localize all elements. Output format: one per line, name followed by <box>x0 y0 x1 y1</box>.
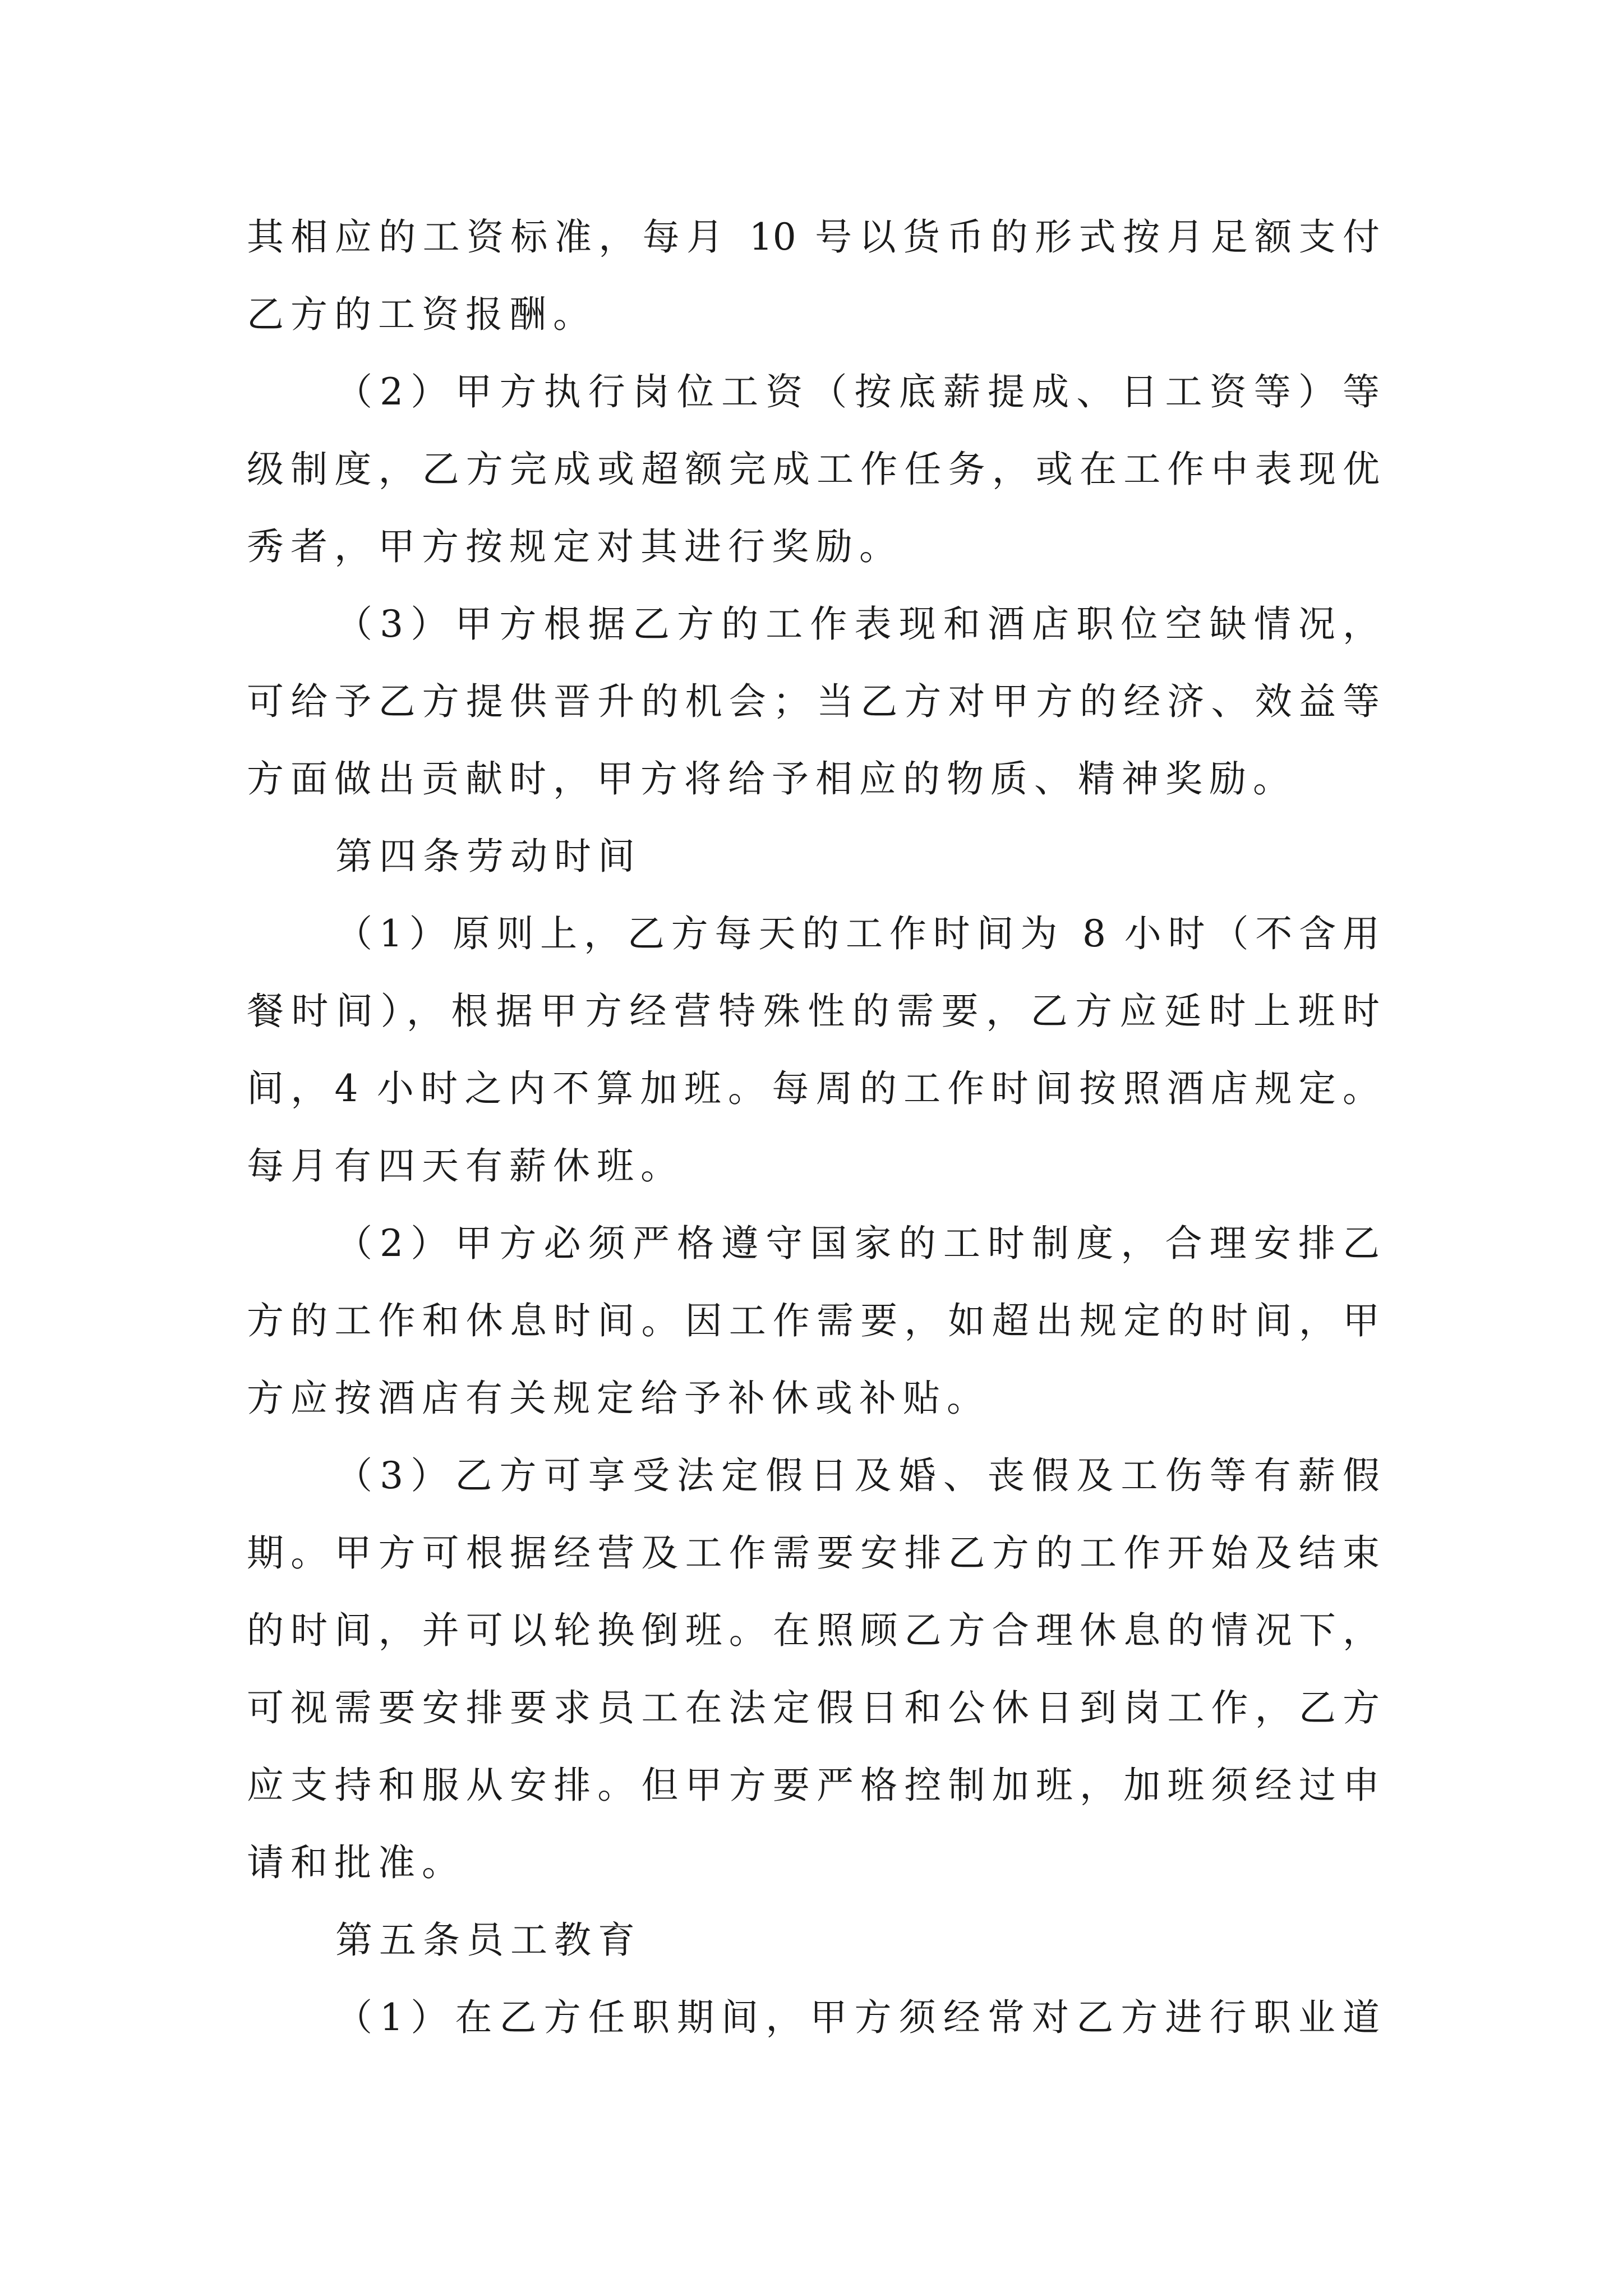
text-line: 餐时间），根据甲方经营特殊性的需要，乙方应延时上班时 <box>247 990 1380 1033</box>
text-line: 的时间，并可以轮换倒班。在照顾乙方合理休息的情况下， <box>247 1609 1380 1652</box>
text-line: 可给予乙方提供晋升的机会；当乙方对甲方的经济、效益等 <box>247 680 1380 723</box>
text-line: 可视需要安排要求员工在法定假日和公休日到岗工作，乙方 <box>247 1686 1380 1729</box>
text-line: 秀者，甲方按规定对其进行奖励。 <box>247 525 903 568</box>
text-line: （3）甲方根据乙方的工作表现和酒店职位空缺情况， <box>335 602 1380 646</box>
text-line: （2）甲方必须严格遵守国家的工时制度，合理安排乙 <box>335 1222 1380 1265</box>
text-line: 期。甲方可根据经营及工作需要安排乙方的工作开始及结束 <box>247 1531 1380 1575</box>
section-heading: 第五条员工教育 <box>335 1918 642 1962</box>
text-line: （1）原则上，乙方每天的工作时间为 8 小时（不含用 <box>335 912 1380 955</box>
text-line: 方的工作和休息时间。因工作需要，如超出规定的时间，甲 <box>247 1299 1380 1342</box>
text-line: 每月有四天有薪休班。 <box>247 1144 684 1188</box>
text-line: 其相应的工资标准，每月 10 号以货币的形式按月足额支付 <box>247 215 1380 259</box>
text-line: （1）在乙方任职期间，甲方须经常对乙方进行职业道 <box>335 1996 1380 2039</box>
section-heading: 第四条劳动时间 <box>335 835 642 878</box>
text-line: 间，4 小时之内不算加班。每周的工作时间按照酒店规定。 <box>247 1067 1380 1110</box>
text-line: （3）乙方可享受法定假日及婚、丧假及工伤等有薪假 <box>335 1454 1380 1497</box>
text-line: 应支持和服从安排。但甲方要严格控制加班，加班须经过申 <box>247 1764 1380 1807</box>
text-line: 级制度，乙方完成或超额完成工作任务，或在工作中表现优 <box>247 448 1380 491</box>
text-line: 乙方的工资报酬。 <box>247 293 597 336</box>
text-line: 请和批准。 <box>247 1841 465 1884</box>
text-line: （2）甲方执行岗位工资（按底薪提成、日工资等）等 <box>335 370 1380 413</box>
text-line: 方面做出贡献时，甲方将给予相应的物质、精神奖励。 <box>247 757 1297 800</box>
text-line: 方应按酒店有关规定给予补休或补贴。 <box>247 1377 990 1420</box>
